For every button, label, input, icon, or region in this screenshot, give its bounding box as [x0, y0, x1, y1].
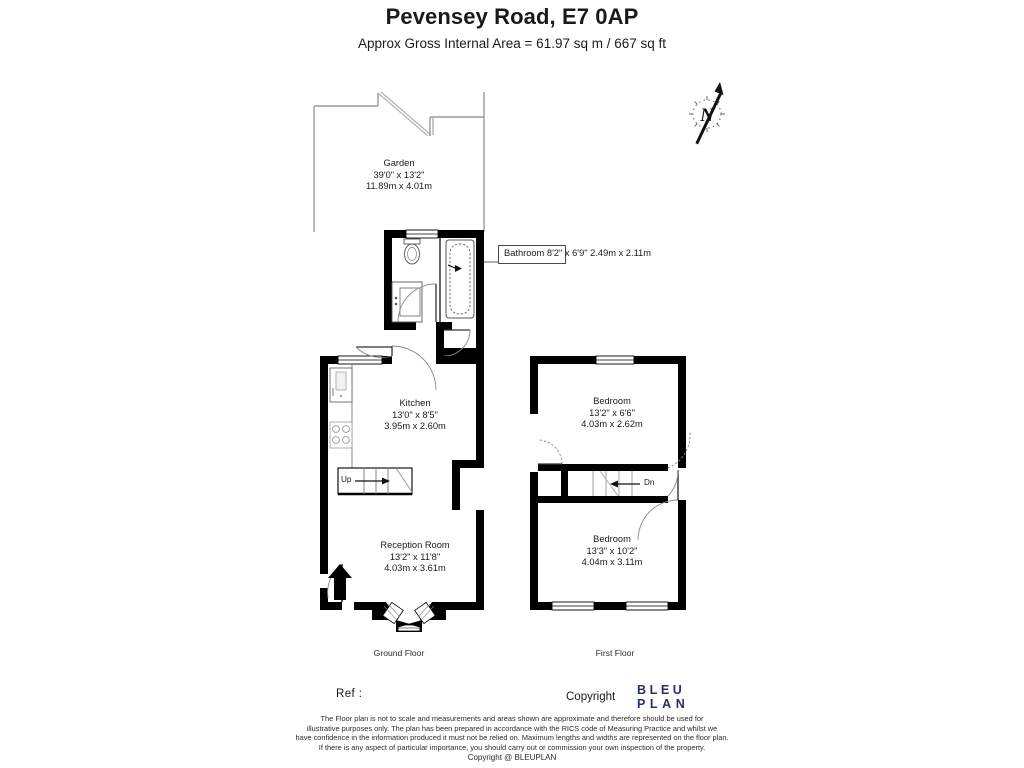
kitchen-fittings — [330, 364, 352, 468]
kitchen-dim-metric: 3.95m x 2.60m — [384, 421, 446, 432]
front-bedroom-window-left — [552, 602, 594, 610]
brand-logo — [637, 683, 689, 711]
bay-window — [372, 602, 446, 632]
front-bedroom-window-right — [626, 602, 668, 610]
ref-field — [336, 688, 362, 700]
toilet-icon — [404, 239, 420, 264]
bathtub-icon — [446, 240, 474, 318]
area-subtitle: Approx Gross Internal Area = 61.97 sq m / 667 sq ft — [357, 36, 667, 51]
garden-dim-metric: 11.89m x 4.01m — [366, 181, 432, 192]
reception-room-name: Reception Room — [380, 540, 450, 550]
rear-bedroom-window — [596, 356, 634, 364]
bedroom-rear-label — [545, 396, 679, 431]
disclaimer-line-2: illustrative purposes only. The plan has been prepared in accordance with the RICS code of Measuring Practice and whilst we — [306, 723, 718, 733]
bedroom-front-name: Bedroom — [593, 534, 631, 544]
bedroom-rear-dim-metric: 4.03m x 2.62m — [581, 419, 643, 430]
bathroom-name: Bathroom — [504, 248, 545, 258]
stair-down-label: Dn — [644, 478, 655, 487]
page-title: Pevensey Road, E7 0AP — [385, 4, 639, 29]
reception-room-label — [348, 540, 482, 575]
bedroom-rear-dim-imperial: 13'2" x 6'6" — [589, 407, 635, 418]
copyright-label: Copyright — [566, 691, 616, 703]
fridge-icon — [330, 368, 352, 402]
stair-up-label: Up — [341, 475, 352, 484]
stair-down-arrow-icon — [610, 481, 640, 488]
bedroom-front-dim-metric: 4.04m x 3.11m — [581, 557, 643, 568]
bathroom-fixtures — [392, 239, 474, 356]
reception-room-dim-imperial: 13'2" x 11'8" — [389, 551, 441, 562]
bathroom-callout — [498, 245, 651, 264]
disclaimer-line-1: The Floor plan is not to scale and measurements and areas shown are approximate and therefore should be used for — [320, 714, 704, 723]
garden-dim-imperial: 39'0" x 13'2" — [373, 169, 425, 180]
kitchen-label — [352, 398, 478, 433]
garden-label — [334, 158, 464, 193]
kitchen-hall-door — [356, 346, 436, 390]
bathroom-dim-metric: 2.49m x 2.11m — [590, 248, 651, 258]
copyright-final: Copyright @ BLEUPLAN — [467, 753, 557, 763]
disclaimer-line-4: If there is any aspect of particular importance, you should carry out or commission your own inspection of the property. — [318, 742, 706, 752]
compass-north-label: N — [700, 105, 714, 126]
bathroom-rear-window — [406, 230, 438, 238]
first-floor-staircase — [593, 471, 640, 496]
garden-name: Garden — [383, 158, 415, 168]
ref-label: Ref : — [336, 688, 363, 700]
bedroom-front-label — [545, 534, 679, 569]
hob-icon — [330, 422, 352, 448]
shower-basin-icon — [392, 282, 422, 322]
kitchen-name: Kitchen — [399, 398, 431, 408]
bathroom-dim-imperial: 8'2" x 6'9" — [546, 248, 588, 258]
kitchen-dim-imperial: 13'0" x 8'5" — [392, 409, 438, 420]
brand-line-1: BLEU — [637, 683, 686, 697]
reception-room-dim-metric: 4.03m x 3.61m — [384, 563, 446, 574]
bedroom-rear-name: Bedroom — [593, 396, 631, 406]
bedroom-front-dim-imperial: 13'3" x 10'2" — [586, 545, 638, 556]
disclaimer-line-3: have confidence in the information produced it must not be relied on. Maximum lengths and widths are represented on the floor plan. — [295, 733, 729, 743]
first-floor-label: First Floor — [595, 648, 635, 658]
brand-line-2: PLAN — [637, 697, 690, 711]
rear-bedroom-door — [538, 440, 562, 464]
disclaimer — [0, 714, 1024, 763]
ground-floor-label: Ground Floor — [373, 648, 425, 658]
